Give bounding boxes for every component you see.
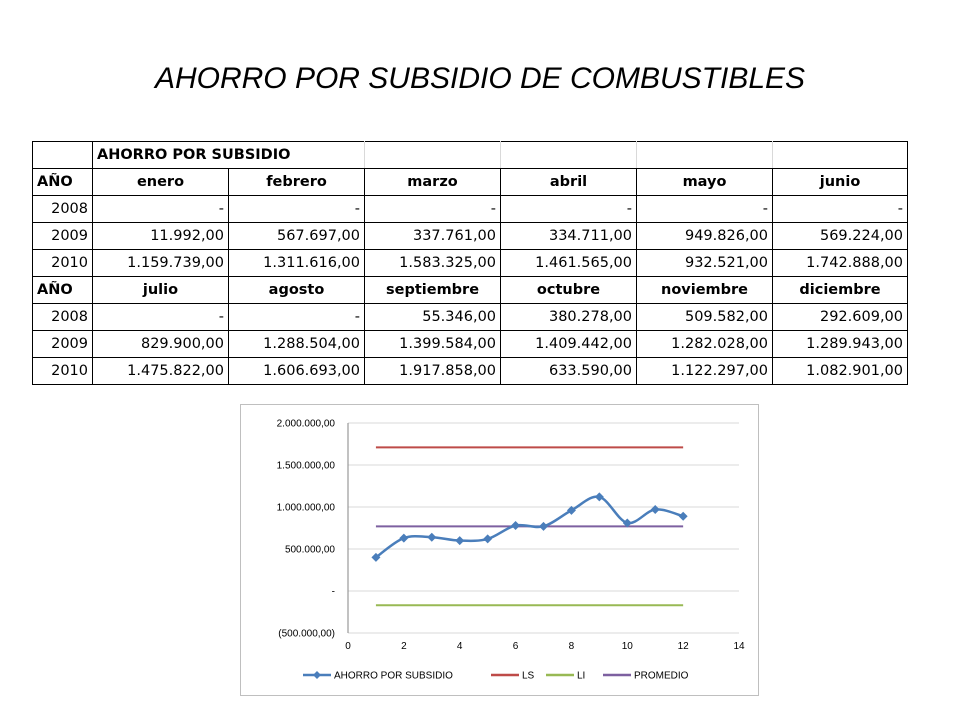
value-cell: -	[365, 196, 501, 223]
value-cell: -	[773, 196, 908, 223]
header-row	[33, 169, 908, 196]
value-cell: 292.609,00	[773, 304, 908, 331]
value-cell: -	[637, 196, 773, 223]
legend-label: LI	[577, 670, 586, 682]
value-cell: -	[93, 304, 229, 331]
header-row	[33, 277, 908, 304]
year-cell: 2010	[33, 358, 93, 385]
x-tick-label: 12	[677, 641, 689, 652]
value-cell: 633.590,00	[501, 358, 637, 385]
month-header: diciembre	[773, 277, 908, 304]
y-tick-label: 1.500.000,00	[276, 460, 335, 472]
data-point	[595, 492, 604, 501]
table-row	[33, 304, 908, 331]
table-caption-row	[33, 142, 908, 169]
table-row	[33, 250, 908, 277]
value-cell: 337.761,00	[365, 223, 501, 250]
x-tick-label: 10	[621, 641, 633, 652]
year-cell: 2010	[33, 250, 93, 277]
value-cell: 509.582,00	[637, 304, 773, 331]
value-cell: 1.475.822,00	[93, 358, 229, 385]
value-cell: 1.288.504,00	[229, 331, 365, 358]
table-row	[33, 358, 908, 385]
x-tick-label: 0	[345, 641, 351, 652]
value-cell: 1.461.565,00	[501, 250, 637, 277]
x-tick-label: 2	[401, 641, 407, 652]
month-header: octubre	[501, 277, 637, 304]
month-header: agosto	[229, 277, 365, 304]
data-point	[679, 512, 688, 521]
value-cell: 1.917.858,00	[365, 358, 501, 385]
legend-label: AHORRO POR SUBSIDIO	[334, 670, 453, 682]
table-row	[33, 223, 908, 250]
year-cell: 2008	[33, 304, 93, 331]
value-cell: 949.826,00	[637, 223, 773, 250]
value-cell: -	[501, 196, 637, 223]
x-tick-label: 4	[456, 641, 463, 652]
year-cell: 2009	[33, 331, 93, 358]
value-cell: 1.409.442,00	[501, 331, 637, 358]
value-cell: 1.399.584,00	[365, 331, 501, 358]
month-header: noviembre	[637, 277, 773, 304]
value-cell: 1.282.028,00	[637, 331, 773, 358]
data-point	[651, 505, 660, 514]
legend-label: LS	[522, 670, 535, 682]
x-tick-label: 8	[568, 641, 575, 652]
value-cell: 1.606.693,00	[229, 358, 365, 385]
legend-label: PROMEDIO	[634, 670, 689, 682]
data-point	[455, 536, 464, 545]
value-cell: 1.311.616,00	[229, 250, 365, 277]
line-chart	[241, 405, 758, 695]
page-title: AHORRO POR SUBSIDIO DE COMBUSTIBLES	[154, 62, 806, 95]
data-point	[427, 533, 436, 542]
value-cell: 1.082.901,00	[773, 358, 908, 385]
month-header: mayo	[637, 169, 773, 196]
value-cell: 55.346,00	[365, 304, 501, 331]
x-tick-label: 6	[512, 641, 519, 652]
year-cell: 2009	[33, 223, 93, 250]
legend-marker	[313, 671, 321, 679]
month-header: abril	[501, 169, 637, 196]
value-cell: -	[229, 196, 365, 223]
value-cell: 1.159.739,00	[93, 250, 229, 277]
year-cell: 2008	[33, 196, 93, 223]
y-tick-label: 1.000.000,00	[276, 502, 335, 514]
month-header: septiembre	[365, 277, 501, 304]
year-header: AÑO	[33, 277, 93, 304]
data-point	[399, 534, 408, 543]
data-point	[511, 521, 520, 530]
value-cell: 11.992,00	[93, 223, 229, 250]
month-header: junio	[773, 169, 908, 196]
table-row	[33, 196, 908, 223]
value-cell: 1.289.943,00	[773, 331, 908, 358]
value-cell: 932.521,00	[637, 250, 773, 277]
y-tick-label: (500.000,00)	[278, 628, 335, 640]
value-cell: 1.122.297,00	[637, 358, 773, 385]
x-tick-label: 14	[733, 641, 745, 652]
y-tick-label: -	[331, 586, 335, 598]
value-cell: 1.583.325,00	[365, 250, 501, 277]
month-header: febrero	[229, 169, 365, 196]
data-point	[539, 522, 548, 531]
value-cell: 829.900,00	[93, 331, 229, 358]
month-header: enero	[93, 169, 229, 196]
value-cell: -	[93, 196, 229, 223]
value-cell: 569.224,00	[773, 223, 908, 250]
month-header: marzo	[365, 169, 501, 196]
y-tick-label: 2.000.000,00	[276, 418, 335, 430]
y-tick-label: 500.000,00	[284, 544, 335, 556]
value-cell: -	[229, 304, 365, 331]
chart-container	[240, 404, 759, 696]
table-row	[33, 331, 908, 358]
month-header: julio	[93, 277, 229, 304]
subsidy-table	[32, 141, 908, 385]
table-caption: AHORRO POR SUBSIDIO	[93, 142, 365, 169]
year-header: AÑO	[33, 169, 93, 196]
value-cell: 334.711,00	[501, 223, 637, 250]
value-cell: 567.697,00	[229, 223, 365, 250]
value-cell: 380.278,00	[501, 304, 637, 331]
value-cell: 1.742.888,00	[773, 250, 908, 277]
data-point	[483, 534, 492, 543]
